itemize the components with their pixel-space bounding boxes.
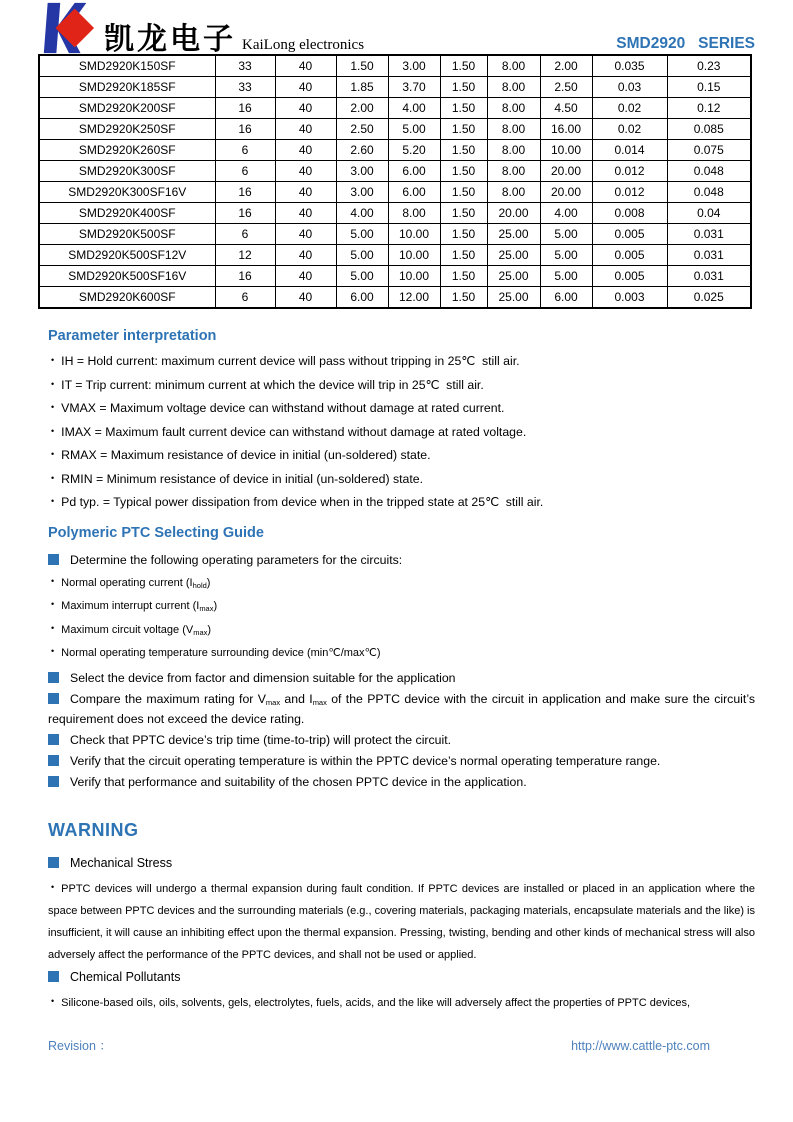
table-cell: 1.50 bbox=[440, 140, 487, 161]
table-cell: 1.50 bbox=[440, 77, 487, 98]
list-item-text: Determine the following operating parameters for the circuits: bbox=[70, 553, 403, 567]
table-cell: 3.00 bbox=[388, 55, 440, 77]
table-cell: 5.00 bbox=[540, 266, 592, 287]
dot-bullet-icon: • bbox=[51, 995, 55, 1006]
table-cell: 8.00 bbox=[487, 119, 540, 140]
list-item-text: Mechanical Stress bbox=[70, 855, 173, 870]
list-item bbox=[48, 353, 755, 369]
list-item bbox=[48, 597, 755, 614]
table-row bbox=[39, 287, 751, 309]
list-item-text: Compare the maximum rating for $V_{max}$ and $I_{max}$ of the PPTC device with the circuit in application and make sure the circuit’s requirement does not exceed the device rating. bbox=[48, 691, 755, 726]
table-cell: SMD2920K500SF bbox=[39, 224, 215, 245]
table-row bbox=[39, 140, 751, 161]
dot-bullet-icon: • bbox=[51, 449, 55, 459]
list-item bbox=[48, 494, 755, 510]
table-cell: 3.70 bbox=[388, 77, 440, 98]
table-cell: 2.00 bbox=[336, 98, 388, 119]
dot-bullet-icon: • bbox=[51, 575, 55, 586]
table-cell: 25.00 bbox=[487, 245, 540, 266]
list-item bbox=[48, 668, 755, 689]
table-cell: 25.00 bbox=[487, 287, 540, 309]
table-cell: 0.048 bbox=[667, 161, 751, 182]
table-cell: 1.50 bbox=[440, 161, 487, 182]
warning-heading: WARNING bbox=[48, 819, 139, 840]
table-cell: 1.50 bbox=[440, 245, 487, 266]
table-cell: 5.00 bbox=[540, 245, 592, 266]
table-cell: 0.15 bbox=[667, 77, 751, 98]
table-cell: SMD2920K300SF bbox=[39, 161, 215, 182]
list-item-text: Select the device from factor and dimension suitable for the application bbox=[70, 670, 456, 685]
table-cell: 0.23 bbox=[667, 55, 751, 77]
table-cell: SMD2920K200SF bbox=[39, 98, 215, 119]
page-header bbox=[0, 0, 793, 54]
kailong-logo-icon bbox=[38, 2, 96, 54]
table-cell: 0.04 bbox=[667, 203, 751, 224]
table-cell: 1.50 bbox=[440, 55, 487, 77]
table-cell: 2.50 bbox=[540, 77, 592, 98]
list-item-text: Maximum circuit voltage $(V_{max})$ bbox=[61, 623, 212, 637]
table-cell: 0.085 bbox=[667, 119, 751, 140]
table-row bbox=[39, 224, 751, 245]
list-item-text: IH = Hold current: maximum current device will pass without tripping in 25℃ still air. bbox=[61, 354, 520, 368]
table-cell: SMD2920K250SF bbox=[39, 119, 215, 140]
table-cell: 0.03 bbox=[592, 77, 667, 98]
table-row bbox=[39, 55, 751, 77]
list-item bbox=[48, 876, 755, 966]
table-cell: 40 bbox=[275, 161, 336, 182]
selecting-guide-section bbox=[48, 525, 755, 793]
list-item bbox=[48, 689, 755, 730]
list-item bbox=[48, 447, 755, 463]
page-footer bbox=[48, 1036, 710, 1054]
dot-bullet-icon: • bbox=[51, 622, 55, 633]
table-cell: 1.50 bbox=[440, 224, 487, 245]
list-item-text: RMAX = Maximum resistance of device in initial (un-soldered) state. bbox=[61, 448, 431, 462]
table-cell: 0.12 bbox=[667, 98, 751, 119]
table-cell: 40 bbox=[275, 119, 336, 140]
table-cell: 16 bbox=[215, 119, 275, 140]
table-cell: SMD2920K500SF16V bbox=[39, 266, 215, 287]
table-cell: 1.50 bbox=[440, 287, 487, 309]
company-name: KaiLong electronics bbox=[242, 37, 365, 53]
table-cell: 5.00 bbox=[336, 224, 388, 245]
dot-bullet-icon: • bbox=[51, 646, 55, 656]
list-item bbox=[48, 751, 755, 772]
table-cell: 6.00 bbox=[388, 182, 440, 203]
table-cell: 33 bbox=[215, 77, 275, 98]
table-cell: 4.00 bbox=[388, 98, 440, 119]
table-cell: 1.50 bbox=[440, 266, 487, 287]
table-cell: 0.031 bbox=[667, 266, 751, 287]
list-item bbox=[48, 550, 755, 571]
table-cell: SMD2920K500SF12V bbox=[39, 245, 215, 266]
square-bullet-icon bbox=[48, 734, 59, 745]
list-item-text: Normal operating current $(I_{hold})$ bbox=[61, 576, 211, 590]
list-item bbox=[48, 424, 755, 440]
spec-table bbox=[38, 54, 752, 309]
list-item bbox=[48, 471, 755, 487]
table-cell: 6.00 bbox=[540, 287, 592, 309]
list-item-text: VMAX = Maximum voltage device can withstand without damage at rated current. bbox=[61, 401, 505, 415]
dot-bullet-icon: • bbox=[51, 881, 55, 892]
table-cell: 33 bbox=[215, 55, 275, 77]
dot-bullet-icon: • bbox=[51, 599, 55, 609]
square-bullet-icon bbox=[48, 971, 59, 982]
logo-chinese-text: 凯龙电子 bbox=[104, 22, 236, 56]
table-cell: 12 bbox=[215, 245, 275, 266]
square-bullet-icon bbox=[48, 776, 59, 787]
website-link[interactable]: http://www.cattle-ptc.com bbox=[571, 1039, 710, 1053]
table-cell: 20.00 bbox=[540, 161, 592, 182]
table-cell: 10.00 bbox=[540, 140, 592, 161]
table-row bbox=[39, 98, 751, 119]
table-cell: 0.005 bbox=[592, 224, 667, 245]
table-cell: 20.00 bbox=[540, 182, 592, 203]
list-item-text: IT = Trip current: minimum current at which the device will trip in 25℃ still air. bbox=[61, 377, 484, 392]
table-cell: 0.025 bbox=[667, 287, 751, 309]
dot-bullet-icon: • bbox=[51, 378, 55, 389]
table-cell: 0.031 bbox=[667, 224, 751, 245]
table-cell: 40 bbox=[275, 203, 336, 224]
table-cell: 5.00 bbox=[540, 224, 592, 245]
square-bullet-icon bbox=[48, 672, 59, 683]
table-cell: 40 bbox=[275, 287, 336, 309]
table-cell: 1.50 bbox=[440, 182, 487, 203]
list-item-text: Verify that the circuit operating temperature is within the PPTC device’s normal operating temperature range. bbox=[70, 754, 661, 768]
table-cell: SMD2920K260SF bbox=[39, 140, 215, 161]
series-title: SMD2920 SERIES bbox=[616, 35, 755, 52]
list-item-text: IMAX = Maximum fault current device can withstand without damage at rated voltage. bbox=[61, 424, 527, 439]
table-cell: 1.50 bbox=[440, 119, 487, 140]
square-bullet-icon bbox=[48, 755, 59, 766]
warning-list bbox=[48, 854, 755, 1014]
list-item bbox=[48, 990, 755, 1014]
table-cell: 0.02 bbox=[592, 119, 667, 140]
table-cell: 20.00 bbox=[487, 203, 540, 224]
table-cell: 0.012 bbox=[592, 182, 667, 203]
list-item-text: Verify that performance and suitability of the chosen PPTC device in the application. bbox=[70, 775, 527, 789]
warning-section bbox=[48, 820, 755, 1014]
table-row bbox=[39, 161, 751, 182]
table-row bbox=[39, 245, 751, 266]
table-cell: SMD2920K150SF bbox=[39, 55, 215, 77]
table-cell: 6.00 bbox=[336, 287, 388, 309]
table-cell: 40 bbox=[275, 266, 336, 287]
table-cell: 0.008 bbox=[592, 203, 667, 224]
table-cell: 0.031 bbox=[667, 245, 751, 266]
list-item-text: Check that PPTC device’s trip time (time-to-trip) will protect the circuit. bbox=[70, 733, 452, 747]
table-cell: SMD2920K600SF bbox=[39, 287, 215, 309]
table-cell: 40 bbox=[275, 55, 336, 77]
table-cell: 6 bbox=[215, 161, 275, 182]
table-cell: 4.00 bbox=[336, 203, 388, 224]
list-item-text: PPTC devices will undergo a thermal expansion during fault condition. If PPTC devices are installed or placed in an application where the space between PPTC devices and the surrounding materials (e.g., covering materials, packaging materials, encapsulate materials and the like) is insufficient, it will cause an inhibiting effect upon the thermal expansion. Pressing, twisting, bending and other kinds of mechanical stress will also adversely affect the performance of the PPTC devices, and shall not be used or applied. bbox=[48, 882, 755, 961]
square-bullet-icon bbox=[48, 554, 59, 565]
table-cell: 6 bbox=[215, 140, 275, 161]
list-item bbox=[48, 400, 755, 416]
list-item bbox=[48, 377, 755, 393]
table-cell: 10.00 bbox=[388, 266, 440, 287]
table-cell: 10.00 bbox=[388, 224, 440, 245]
list-item-text: Silicone-based oils, oils, solvents, gels, electrolytes, fuels, acids, and the like will adversely affect the properties of PPTC devices, bbox=[61, 996, 691, 1009]
table-cell: 5.00 bbox=[336, 245, 388, 266]
table-cell: 16 bbox=[215, 266, 275, 287]
list-item bbox=[48, 772, 755, 793]
table-cell: 0.02 bbox=[592, 98, 667, 119]
table-cell: 0.075 bbox=[667, 140, 751, 161]
table-cell: 0.014 bbox=[592, 140, 667, 161]
list-item-text: Normal operating temperature surrounding device (min℃/max℃) bbox=[61, 647, 381, 659]
parameter-interpretation-section bbox=[48, 328, 755, 510]
table-row bbox=[39, 119, 751, 140]
list-item bbox=[48, 968, 755, 987]
table-cell: 5.00 bbox=[388, 119, 440, 140]
table-cell: 1.50 bbox=[336, 55, 388, 77]
table-cell: 1.85 bbox=[336, 77, 388, 98]
table-cell: 8.00 bbox=[487, 98, 540, 119]
table-cell: 25.00 bbox=[487, 266, 540, 287]
list-item bbox=[48, 854, 755, 873]
square-bullet-icon bbox=[48, 857, 59, 868]
table-cell: 40 bbox=[275, 77, 336, 98]
parameter-interpretation-heading: Parameter interpretation bbox=[48, 328, 217, 344]
table-row bbox=[39, 77, 751, 98]
list-item bbox=[48, 621, 755, 638]
table-cell: 25.00 bbox=[487, 224, 540, 245]
spec-table-body bbox=[39, 55, 751, 308]
table-cell: 2.50 bbox=[336, 119, 388, 140]
table-cell: 4.50 bbox=[540, 98, 592, 119]
table-cell: 6 bbox=[215, 287, 275, 309]
table-cell: 5.00 bbox=[336, 266, 388, 287]
table-cell: 6.00 bbox=[388, 161, 440, 182]
table-cell: 16 bbox=[215, 203, 275, 224]
list-item-text: RMIN = Minimum resistance of device in initial (un-soldered) state. bbox=[61, 471, 424, 486]
square-bullet-icon bbox=[48, 693, 59, 704]
table-cell: 40 bbox=[275, 245, 336, 266]
table-cell: SMD2920K400SF bbox=[39, 203, 215, 224]
table-cell: 16.00 bbox=[540, 119, 592, 140]
table-cell: 8.00 bbox=[487, 77, 540, 98]
table-cell: SMD2920K300SF16V bbox=[39, 182, 215, 203]
table-cell: 8.00 bbox=[487, 182, 540, 203]
table-cell: 1.50 bbox=[440, 203, 487, 224]
table-row bbox=[39, 182, 751, 203]
table-cell: 4.00 bbox=[540, 203, 592, 224]
table-cell: 40 bbox=[275, 140, 336, 161]
table-cell: 2.00 bbox=[540, 55, 592, 77]
list-item-text: Maximum interrupt current $(I_{max})$ bbox=[61, 600, 218, 613]
table-cell: 6 bbox=[215, 224, 275, 245]
list-item-text: Chemical Pollutants bbox=[70, 969, 181, 984]
table-cell: 8.00 bbox=[487, 55, 540, 77]
table-cell: SMD2920K185SF bbox=[39, 77, 215, 98]
dot-bullet-icon: • bbox=[51, 355, 55, 365]
table-cell: 0.035 bbox=[592, 55, 667, 77]
parameter-list bbox=[48, 353, 755, 510]
revision-label: Revision ： bbox=[48, 1039, 112, 1053]
table-cell: 0.005 bbox=[592, 245, 667, 266]
list-item bbox=[48, 574, 755, 591]
table-cell: 10.00 bbox=[388, 245, 440, 266]
table-cell: 0.048 bbox=[667, 182, 751, 203]
table-cell: 3.00 bbox=[336, 182, 388, 203]
dot-bullet-icon: • bbox=[51, 425, 55, 436]
table-cell: 0.005 bbox=[592, 266, 667, 287]
table-cell: 3.00 bbox=[336, 161, 388, 182]
table-cell: 2.60 bbox=[336, 140, 388, 161]
table-cell: 5.20 bbox=[388, 140, 440, 161]
table-cell: 12.00 bbox=[388, 287, 440, 309]
table-cell: 16 bbox=[215, 182, 275, 203]
table-cell: 8.00 bbox=[487, 140, 540, 161]
table-cell: 40 bbox=[275, 224, 336, 245]
table-cell: 8.00 bbox=[487, 161, 540, 182]
selecting-guide-heading: Polymeric PTC Selecting Guide bbox=[48, 525, 264, 541]
table-cell: 0.003 bbox=[592, 287, 667, 309]
table-cell: 1.50 bbox=[440, 98, 487, 119]
table-row bbox=[39, 203, 751, 224]
table-row bbox=[39, 266, 751, 287]
dot-bullet-icon: • bbox=[51, 496, 55, 506]
table-cell: 8.00 bbox=[388, 203, 440, 224]
table-cell: 16 bbox=[215, 98, 275, 119]
table-cell: 40 bbox=[275, 98, 336, 119]
dot-bullet-icon: • bbox=[51, 402, 55, 412]
table-cell: 0.012 bbox=[592, 161, 667, 182]
list-item bbox=[48, 730, 755, 751]
selecting-guide-list bbox=[48, 550, 755, 793]
list-item bbox=[48, 644, 755, 661]
table-cell: 40 bbox=[275, 182, 336, 203]
dot-bullet-icon: • bbox=[51, 472, 55, 483]
list-item-text: Pd typ. = Typical power dissipation from device when in the tripped state at 25℃ still air. bbox=[61, 495, 544, 509]
